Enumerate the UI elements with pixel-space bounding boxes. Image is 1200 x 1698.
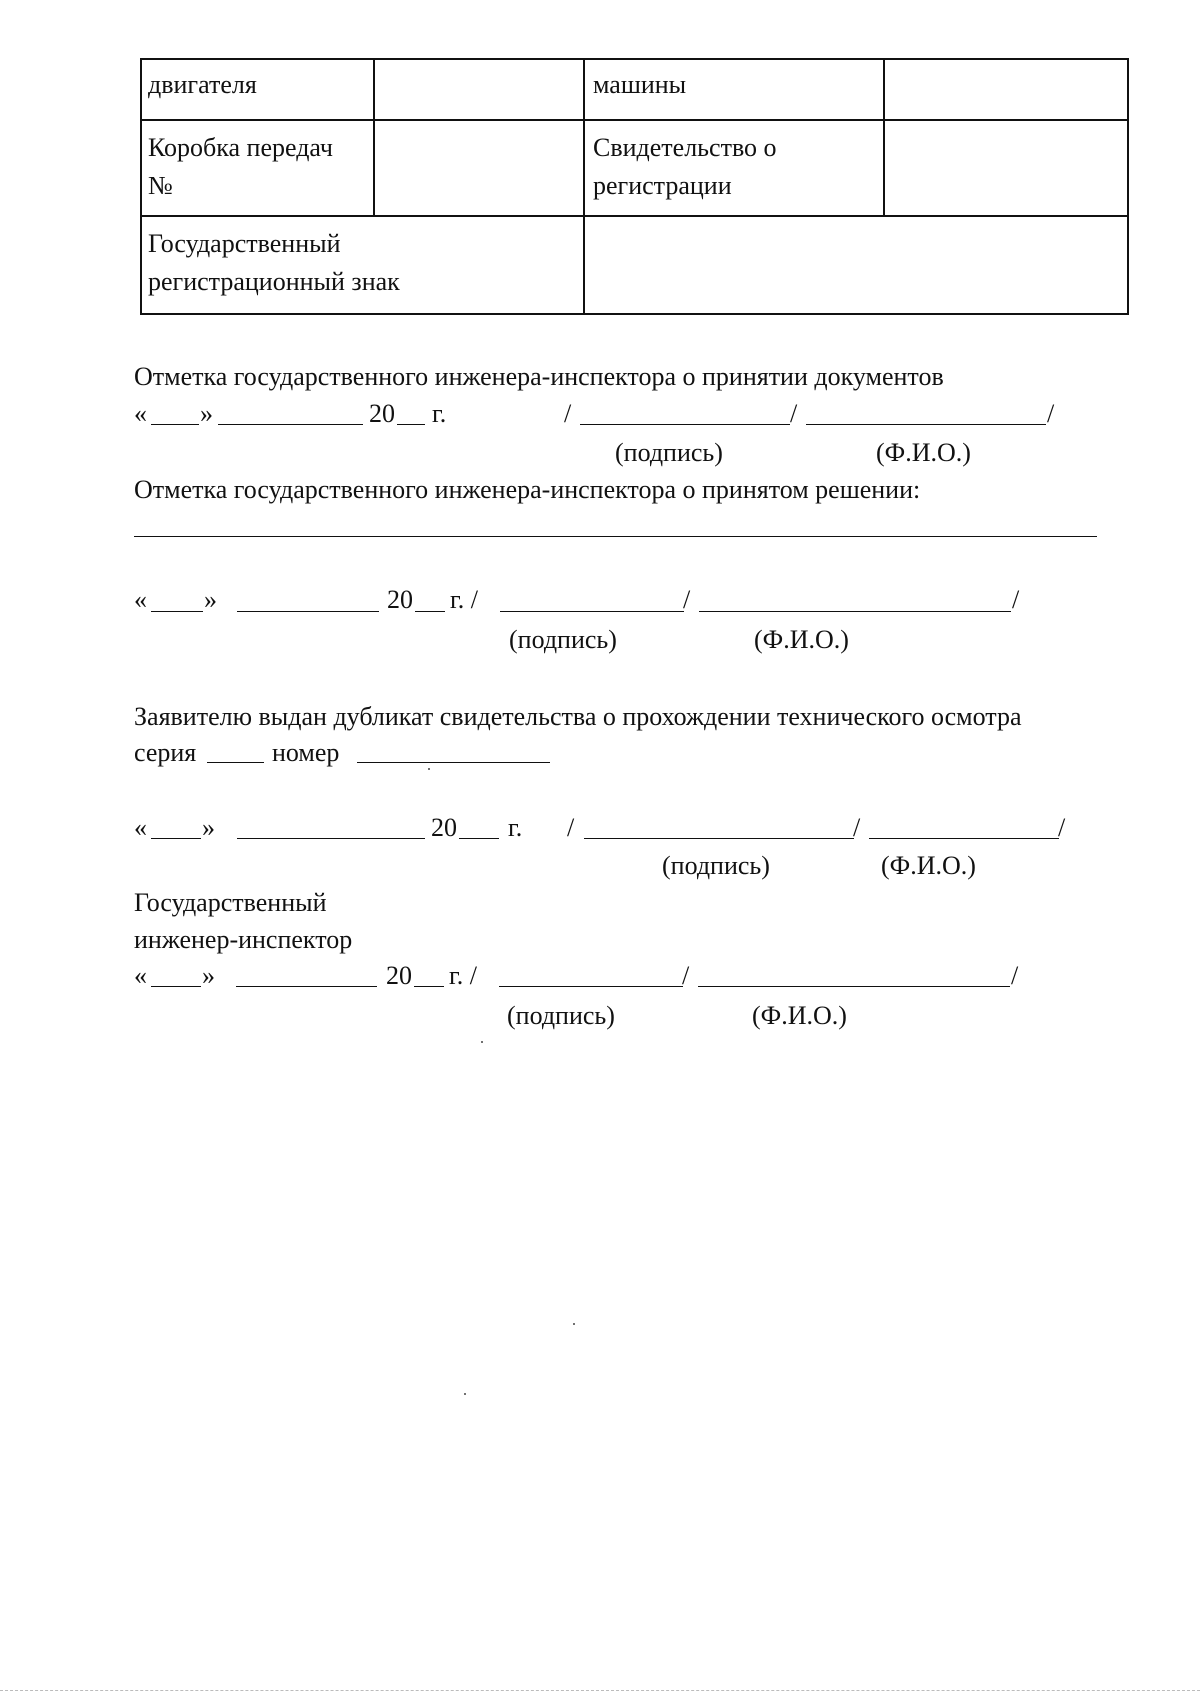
- table-cell-plate-value[interactable]: [585, 217, 1127, 313]
- fio-caption: (Ф.И.О.): [881, 851, 976, 880]
- scan-speck: [573, 1323, 575, 1325]
- signature-caption: (подпись): [509, 625, 617, 654]
- quote-open: «: [134, 813, 147, 842]
- year-suffix: г.: [508, 813, 523, 842]
- signature-blank[interactable]: [584, 838, 854, 839]
- table-cell-registration-cert-value[interactable]: [885, 121, 1127, 215]
- fio-blank[interactable]: [806, 424, 1046, 425]
- day-blank[interactable]: [151, 838, 201, 839]
- fio-caption: (Ф.И.О.): [754, 625, 849, 654]
- quote-close: »: [204, 585, 217, 614]
- year-prefix: 20: [369, 399, 395, 428]
- slash: /: [853, 813, 861, 842]
- month-blank[interactable]: [218, 424, 363, 425]
- quote-open: «: [134, 399, 147, 428]
- series-label: серия: [134, 738, 197, 767]
- table-cell-registration-cert-label: [585, 121, 883, 215]
- inspector-title-line2: инженер-инспектор: [134, 925, 353, 954]
- cell-text: Свидетельство о регистрации: [593, 133, 777, 200]
- scan-page-edge: [0, 1690, 1200, 1691]
- table-cell-engine-label: [140, 58, 373, 119]
- slash: /: [790, 399, 798, 428]
- fio-blank[interactable]: [699, 611, 1011, 612]
- decision-heading: Отметка государственного инженера-инспектора о принятом решении:: [134, 475, 921, 504]
- table-border-right: [1127, 58, 1129, 315]
- number-blank[interactable]: [357, 762, 550, 763]
- fio-blank[interactable]: [698, 986, 1010, 987]
- slash: /: [1012, 585, 1020, 614]
- quote-open: «: [134, 961, 147, 990]
- fio-caption: (Ф.И.О.): [752, 1001, 847, 1030]
- number-label: номер: [272, 738, 340, 767]
- cell-text: машины: [593, 70, 687, 99]
- year-prefix: 20: [386, 961, 412, 990]
- year-blank[interactable]: [459, 838, 499, 839]
- quote-open: «: [134, 585, 147, 614]
- series-blank[interactable]: [207, 762, 264, 763]
- day-blank[interactable]: [151, 986, 201, 987]
- table-border-bottom: [140, 313, 1129, 315]
- signature-blank[interactable]: [580, 424, 790, 425]
- table-cell-machine-label: [585, 58, 883, 119]
- slash: /: [1011, 961, 1019, 990]
- table-cell-gearbox-label: [140, 121, 373, 215]
- table-cell-engine-value[interactable]: [375, 60, 583, 119]
- cell-text: Государственный регистрационный знак: [148, 229, 400, 296]
- slash: /: [564, 399, 572, 428]
- year-blank[interactable]: [414, 986, 444, 987]
- quote-close: »: [200, 399, 213, 428]
- slash: /: [567, 813, 575, 842]
- year-suffix: г.: [432, 399, 447, 428]
- month-blank[interactable]: [236, 986, 377, 987]
- inspector-title-line1: Государственный: [134, 888, 327, 917]
- year-prefix: 20: [431, 813, 457, 842]
- scan-speck: [481, 1041, 483, 1043]
- fio-caption: (Ф.И.О.): [876, 438, 971, 467]
- quote-close: »: [202, 961, 215, 990]
- fio-blank[interactable]: [869, 838, 1059, 839]
- year-suffix: г. /: [450, 585, 478, 614]
- year-blank[interactable]: [397, 424, 425, 425]
- table-cell-machine-value[interactable]: [885, 60, 1127, 119]
- signature-caption: (подпись): [507, 1001, 615, 1030]
- cell-text: двигателя: [148, 70, 257, 99]
- slash: /: [683, 585, 691, 614]
- slash: /: [1047, 399, 1055, 428]
- decision-blank-line[interactable]: [134, 536, 1097, 537]
- month-blank[interactable]: [237, 838, 425, 839]
- documents-accepted-heading: Отметка государственного инженера-инспектора о принятии документов: [134, 362, 944, 391]
- signature-caption: (подпись): [662, 851, 770, 880]
- scan-speck: [464, 1393, 466, 1395]
- duplicate-issued-heading: Заявителю выдан дубликат свидетельства о прохождении технического осмотра: [134, 702, 1022, 731]
- day-blank[interactable]: [151, 424, 199, 425]
- slash: /: [1058, 813, 1066, 842]
- scan-speck: [428, 768, 430, 770]
- table-cell-gearbox-value[interactable]: [375, 121, 583, 215]
- signature-blank[interactable]: [499, 986, 683, 987]
- signature-caption: (подпись): [615, 438, 723, 467]
- year-blank[interactable]: [415, 611, 445, 612]
- month-blank[interactable]: [237, 611, 379, 612]
- year-suffix: г. /: [449, 961, 477, 990]
- slash: /: [682, 961, 690, 990]
- year-prefix: 20: [387, 585, 413, 614]
- cell-text: Коробка передач №: [148, 133, 334, 200]
- day-blank[interactable]: [151, 611, 203, 612]
- signature-blank[interactable]: [500, 611, 684, 612]
- quote-close: »: [202, 813, 215, 842]
- vehicle-details-table: [140, 58, 1129, 315]
- table-cell-plate-label: [140, 217, 583, 313]
